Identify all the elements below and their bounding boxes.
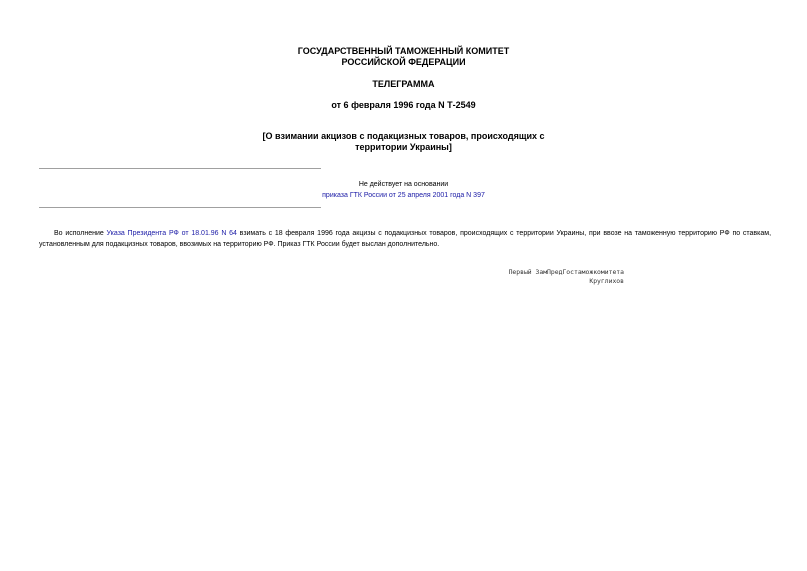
status-divider-top bbox=[39, 168, 321, 169]
status-divider-bottom bbox=[39, 207, 321, 208]
signature-block bbox=[440, 268, 624, 286]
body-paragraph bbox=[39, 228, 771, 250]
document-type: ТЕЛЕГРАММА bbox=[372, 79, 435, 89]
repeal-order-link[interactable]: приказа ГТК России от 25 апреля 2001 года N 397 bbox=[322, 192, 485, 199]
presidential-decree-link[interactable]: Указа Президента РФ от 18.01.96 N 64 bbox=[106, 230, 237, 237]
issuing-authority-line-1: ГОСУДАРСТВЕННЫЙ ТАМОЖЕННЫЙ КОМИТЕТ bbox=[297, 46, 510, 56]
document-subject bbox=[0, 131, 807, 153]
document-date-number: от 6 февраля 1996 года N Т-2549 bbox=[331, 100, 476, 110]
issuing-authority-line-2: РОССИЙСКОЙ ФЕДЕРАЦИИ bbox=[341, 57, 466, 67]
body-prefix: Во исполнение bbox=[54, 230, 107, 237]
document-subject-line-2: территории Украины] bbox=[355, 142, 452, 152]
signatory-position: Первый ЗамПредГостаможкомитета bbox=[508, 268, 624, 276]
signatory-name: Круглихов bbox=[589, 277, 624, 285]
document-subject-line-1: [О взимании акцизов с подакцизных товаров, происходящих с bbox=[262, 131, 545, 141]
issuing-authority bbox=[0, 46, 807, 68]
status-label: Не действует на основании bbox=[358, 181, 449, 188]
body-suffix: взимать с 18 февраля 1996 года акцизы с подакцизных товаров, происходящих с территории Украины, при ввозе на таможенную территорию РФ по ставкам, установленным для подакцизных товаров, ввозимых на территорию РФ. Приказ ГТК России будет выслан дополнительно. bbox=[39, 230, 772, 248]
status-block bbox=[200, 190, 607, 201]
